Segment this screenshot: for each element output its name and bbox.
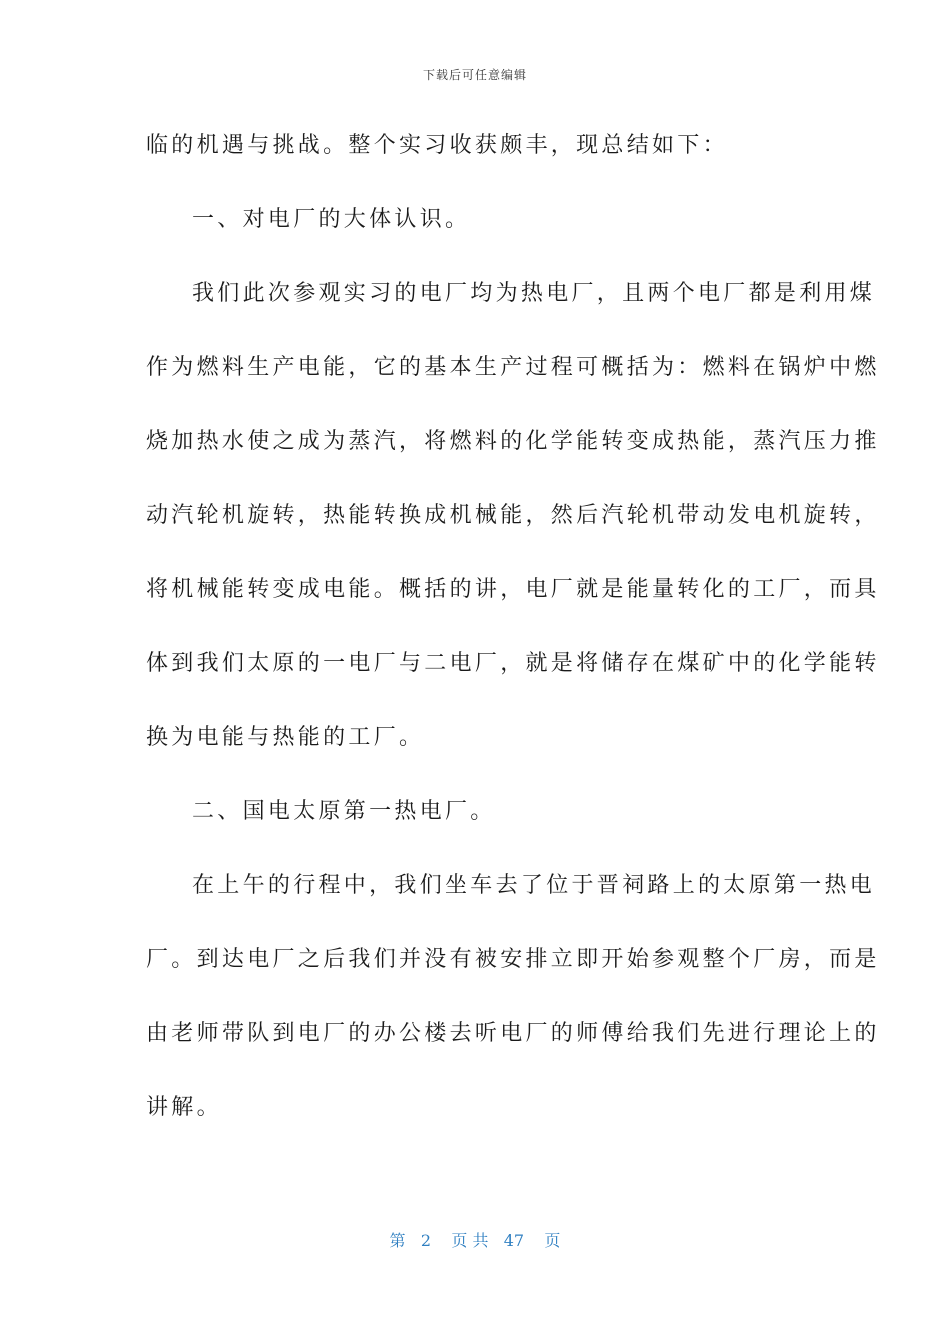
- paragraph-line-5: 烧加热水使之成为蒸汽，将燃料的化学能转变成热能，蒸汽压力推: [146, 429, 880, 454]
- footer-prefix: 第: [389, 1231, 406, 1250]
- paragraph-line-6: 动汽轮机旋转，热能转换成机械能，然后汽轮机带动发电机旋转，: [146, 503, 880, 528]
- footer-middle: 页 共: [451, 1231, 489, 1250]
- paragraph-line-11: 在上午的行程中，我们坐车去了位于晋祠路上的太原第一热电: [192, 873, 876, 898]
- paragraph-line-14: 讲解。: [146, 1095, 222, 1120]
- paragraph-line-9: 换为电能与热能的工厂。: [146, 725, 425, 750]
- footer-suffix: 页: [544, 1231, 561, 1250]
- page-header: 下载后可任意编辑: [422, 68, 527, 82]
- paragraph-line-8: 体到我们太原的一电厂与二电厂，就是将储存在煤矿中的化学能转: [146, 651, 880, 676]
- footer-current-page: 2: [420, 1231, 432, 1250]
- section-heading-2: 二、国电太原第一热电厂。: [192, 799, 496, 824]
- paragraph-line-13: 由老师带队到电厂的办公楼去听电厂的师傅给我们先进行理论上的: [146, 1021, 880, 1046]
- footer-total-pages: 47: [503, 1231, 525, 1250]
- paragraph-line-1: 临的机遇与挑战。整个实习收获颇丰，现总结如下：: [146, 133, 728, 158]
- page-footer: [0, 1228, 950, 1251]
- paragraph-line-3: 我们此次参观实习的电厂均为热电厂，且两个电厂都是利用煤: [192, 281, 876, 306]
- paragraph-line-12: 厂。到达电厂之后我们并没有被安排立即开始参观整个厂房，而是: [146, 947, 880, 972]
- section-heading-1: 一、对电厂的大体认识。: [192, 207, 471, 232]
- paragraph-line-4: 作为燃料生产电能，它的基本生产过程可概括为：燃料在锅炉中燃: [146, 355, 880, 380]
- document-body: [146, 124, 880, 1160]
- paragraph-line-7: 将机械能转变成电能。概括的讲，电厂就是能量转化的工厂，而具: [146, 577, 880, 602]
